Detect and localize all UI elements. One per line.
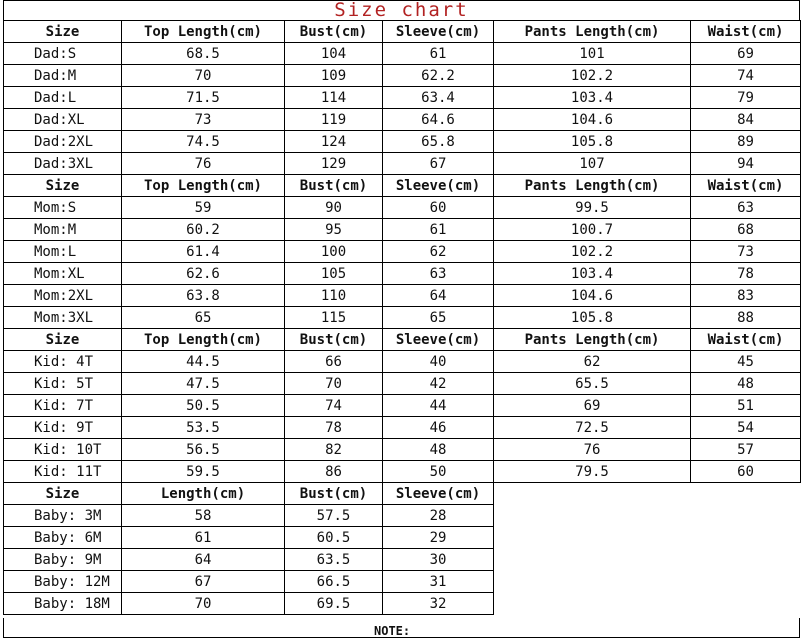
table-cell: 90 [285, 197, 383, 219]
table-cell: 70 [122, 593, 285, 615]
table-cell: 100.7 [494, 219, 691, 241]
table-row [4, 593, 801, 615]
table-cell: 67 [383, 153, 494, 175]
table-cell: 51 [691, 395, 801, 417]
size-label: Mom:XL [4, 263, 122, 285]
table-cell: 68 [691, 219, 801, 241]
header-row [4, 21, 801, 43]
header-row [4, 175, 801, 197]
size-label: Mom:M [4, 219, 122, 241]
table-row [4, 417, 801, 439]
table-cell: 73 [122, 109, 285, 131]
table-cell: 69 [494, 395, 691, 417]
table-cell: 76 [122, 153, 285, 175]
table-cell: 60.2 [122, 219, 285, 241]
table-row [4, 87, 801, 109]
table-row [4, 285, 801, 307]
column-header: Waist(cm) [691, 21, 801, 43]
table-row [4, 241, 801, 263]
table-cell: 45 [691, 351, 801, 373]
table-cell: 61.4 [122, 241, 285, 263]
table-cell: 63.4 [383, 87, 494, 109]
table-cell: 73 [691, 241, 801, 263]
table-cell: 60 [383, 197, 494, 219]
size-label: Dad:3XL [4, 153, 122, 175]
table-cell: 99.5 [494, 197, 691, 219]
table-row [4, 153, 801, 175]
header-row [4, 329, 801, 351]
size-label: Kid: 7T [4, 395, 122, 417]
size-table [3, 20, 801, 615]
column-header: Size [4, 175, 122, 197]
table-cell: 57.5 [285, 505, 383, 527]
size-label: Kid: 4T [4, 351, 122, 373]
table-cell: 61 [122, 527, 285, 549]
column-header: Waist(cm) [691, 175, 801, 197]
size-label: Baby: 3M [4, 505, 122, 527]
table-cell: 53.5 [122, 417, 285, 439]
column-header: Bust(cm) [285, 21, 383, 43]
table-cell: 65 [383, 307, 494, 329]
size-label: Kid: 9T [4, 417, 122, 439]
table-cell: 72.5 [494, 417, 691, 439]
table-cell: 30 [383, 549, 494, 571]
table-cell: 124 [285, 131, 383, 153]
empty-cell [494, 505, 801, 527]
table-cell: 64.6 [383, 109, 494, 131]
table-cell: 76 [494, 439, 691, 461]
table-cell: 68.5 [122, 43, 285, 65]
table-cell: 63 [383, 263, 494, 285]
column-header: Sleeve(cm) [383, 21, 494, 43]
table-cell: 103.4 [494, 263, 691, 285]
table-row [4, 131, 801, 153]
table-cell: 82 [285, 439, 383, 461]
empty-cell [494, 483, 801, 505]
table-cell: 48 [383, 439, 494, 461]
table-row [4, 505, 801, 527]
table-cell: 54 [691, 417, 801, 439]
table-cell: 46 [383, 417, 494, 439]
column-header: Bust(cm) [285, 329, 383, 351]
size-label: Kid: 5T [4, 373, 122, 395]
table-row [4, 351, 801, 373]
note-label: NOTE: [374, 624, 411, 638]
table-cell: 47.5 [122, 373, 285, 395]
column-header: Sleeve(cm) [383, 483, 494, 505]
column-header: Sleeve(cm) [383, 175, 494, 197]
table-cell: 58 [122, 505, 285, 527]
table-cell: 105 [285, 263, 383, 285]
size-label: Mom:S [4, 197, 122, 219]
table-cell: 64 [383, 285, 494, 307]
table-cell: 70 [122, 65, 285, 87]
empty-cell [494, 549, 801, 571]
table-cell: 74.5 [122, 131, 285, 153]
table-cell: 105.8 [494, 307, 691, 329]
table-cell: 64 [122, 549, 285, 571]
size-label: Baby: 12M [4, 571, 122, 593]
table-cell: 88 [691, 307, 801, 329]
size-label: Dad:L [4, 87, 122, 109]
table-row [4, 373, 801, 395]
column-header: Size [4, 329, 122, 351]
column-header: Sleeve(cm) [383, 329, 494, 351]
size-label: Mom:L [4, 241, 122, 263]
table-row [4, 527, 801, 549]
table-row [4, 395, 801, 417]
size-label: Dad:S [4, 43, 122, 65]
table-cell: 102.2 [494, 65, 691, 87]
empty-cell [494, 571, 801, 593]
table-cell: 86 [285, 461, 383, 483]
table-row [4, 65, 801, 87]
table-cell: 119 [285, 109, 383, 131]
table-cell: 89 [691, 131, 801, 153]
table-cell: 104.6 [494, 109, 691, 131]
column-header: Top Length(cm) [122, 21, 285, 43]
table-cell: 63.5 [285, 549, 383, 571]
column-header: Pants Length(cm) [494, 329, 691, 351]
column-header: Pants Length(cm) [494, 175, 691, 197]
table-cell: 101 [494, 43, 691, 65]
table-cell: 44 [383, 395, 494, 417]
table-cell: 48 [691, 373, 801, 395]
size-label: Dad:M [4, 65, 122, 87]
table-cell: 63.8 [122, 285, 285, 307]
size-label: Kid: 10T [4, 439, 122, 461]
table-cell: 74 [691, 65, 801, 87]
table-cell: 109 [285, 65, 383, 87]
table-cell: 104.6 [494, 285, 691, 307]
column-header: Size [4, 21, 122, 43]
size-label: Kid: 11T [4, 461, 122, 483]
table-cell: 110 [285, 285, 383, 307]
table-row [4, 307, 801, 329]
column-header: Top Length(cm) [122, 329, 285, 351]
table-cell: 100 [285, 241, 383, 263]
table-cell: 114 [285, 87, 383, 109]
table-cell: 105.8 [494, 131, 691, 153]
table-cell: 32 [383, 593, 494, 615]
table-cell: 69.5 [285, 593, 383, 615]
table-cell: 44.5 [122, 351, 285, 373]
table-cell: 115 [285, 307, 383, 329]
table-cell: 60 [691, 461, 801, 483]
table-cell: 94 [691, 153, 801, 175]
table-cell: 57 [691, 439, 801, 461]
size-label: Baby: 9M [4, 549, 122, 571]
table-cell: 83 [691, 285, 801, 307]
table-cell: 56.5 [122, 439, 285, 461]
table-cell: 29 [383, 527, 494, 549]
header-row [4, 483, 801, 505]
table-cell: 63 [691, 197, 801, 219]
table-cell: 84 [691, 109, 801, 131]
table-cell: 65 [122, 307, 285, 329]
table-cell: 79.5 [494, 461, 691, 483]
column-header: Bust(cm) [285, 483, 383, 505]
size-label: Mom:3XL [4, 307, 122, 329]
table-cell: 95 [285, 219, 383, 241]
table-cell: 79 [691, 87, 801, 109]
table-cell: 129 [285, 153, 383, 175]
table-row [4, 197, 801, 219]
table-cell: 61 [383, 219, 494, 241]
column-header: Length(cm) [122, 483, 285, 505]
table-cell: 50.5 [122, 395, 285, 417]
table-cell: 103.4 [494, 87, 691, 109]
column-header: Bust(cm) [285, 175, 383, 197]
column-header: Size [4, 483, 122, 505]
table-row [4, 549, 801, 571]
table-cell: 62.2 [383, 65, 494, 87]
table-cell: 107 [494, 153, 691, 175]
empty-cell [494, 593, 801, 615]
table-row [4, 263, 801, 285]
table-cell: 70 [285, 373, 383, 395]
table-cell: 59 [122, 197, 285, 219]
note-box [3, 618, 800, 638]
column-header: Top Length(cm) [122, 175, 285, 197]
table-row [4, 219, 801, 241]
table-cell: 62 [494, 351, 691, 373]
table-row [4, 571, 801, 593]
empty-cell [494, 527, 801, 549]
size-label: Mom:2XL [4, 285, 122, 307]
size-label: Dad:2XL [4, 131, 122, 153]
table-cell: 28 [383, 505, 494, 527]
table-cell: 69 [691, 43, 801, 65]
table-cell: 50 [383, 461, 494, 483]
table-cell: 62.6 [122, 263, 285, 285]
table-cell: 31 [383, 571, 494, 593]
table-cell: 78 [285, 417, 383, 439]
table-cell: 104 [285, 43, 383, 65]
table-cell: 71.5 [122, 87, 285, 109]
table-cell: 74 [285, 395, 383, 417]
table-row [4, 43, 801, 65]
table-cell: 66 [285, 351, 383, 373]
table-cell: 62 [383, 241, 494, 263]
table-cell: 65.5 [494, 373, 691, 395]
table-cell: 42 [383, 373, 494, 395]
table-cell: 60.5 [285, 527, 383, 549]
table-cell: 40 [383, 351, 494, 373]
table-cell: 65.8 [383, 131, 494, 153]
column-header: Pants Length(cm) [494, 21, 691, 43]
table-cell: 66.5 [285, 571, 383, 593]
table-cell: 78 [691, 263, 801, 285]
chart-title: Size chart [3, 0, 800, 20]
table-cell: 61 [383, 43, 494, 65]
table-row [4, 439, 801, 461]
table-cell: 59.5 [122, 461, 285, 483]
size-label: Baby: 18M [4, 593, 122, 615]
table-row [4, 461, 801, 483]
table-cell: 102.2 [494, 241, 691, 263]
size-chart [3, 0, 800, 615]
size-label: Baby: 6M [4, 527, 122, 549]
table-row [4, 109, 801, 131]
table-cell: 67 [122, 571, 285, 593]
size-label: Dad:XL [4, 109, 122, 131]
column-header: Waist(cm) [691, 329, 801, 351]
